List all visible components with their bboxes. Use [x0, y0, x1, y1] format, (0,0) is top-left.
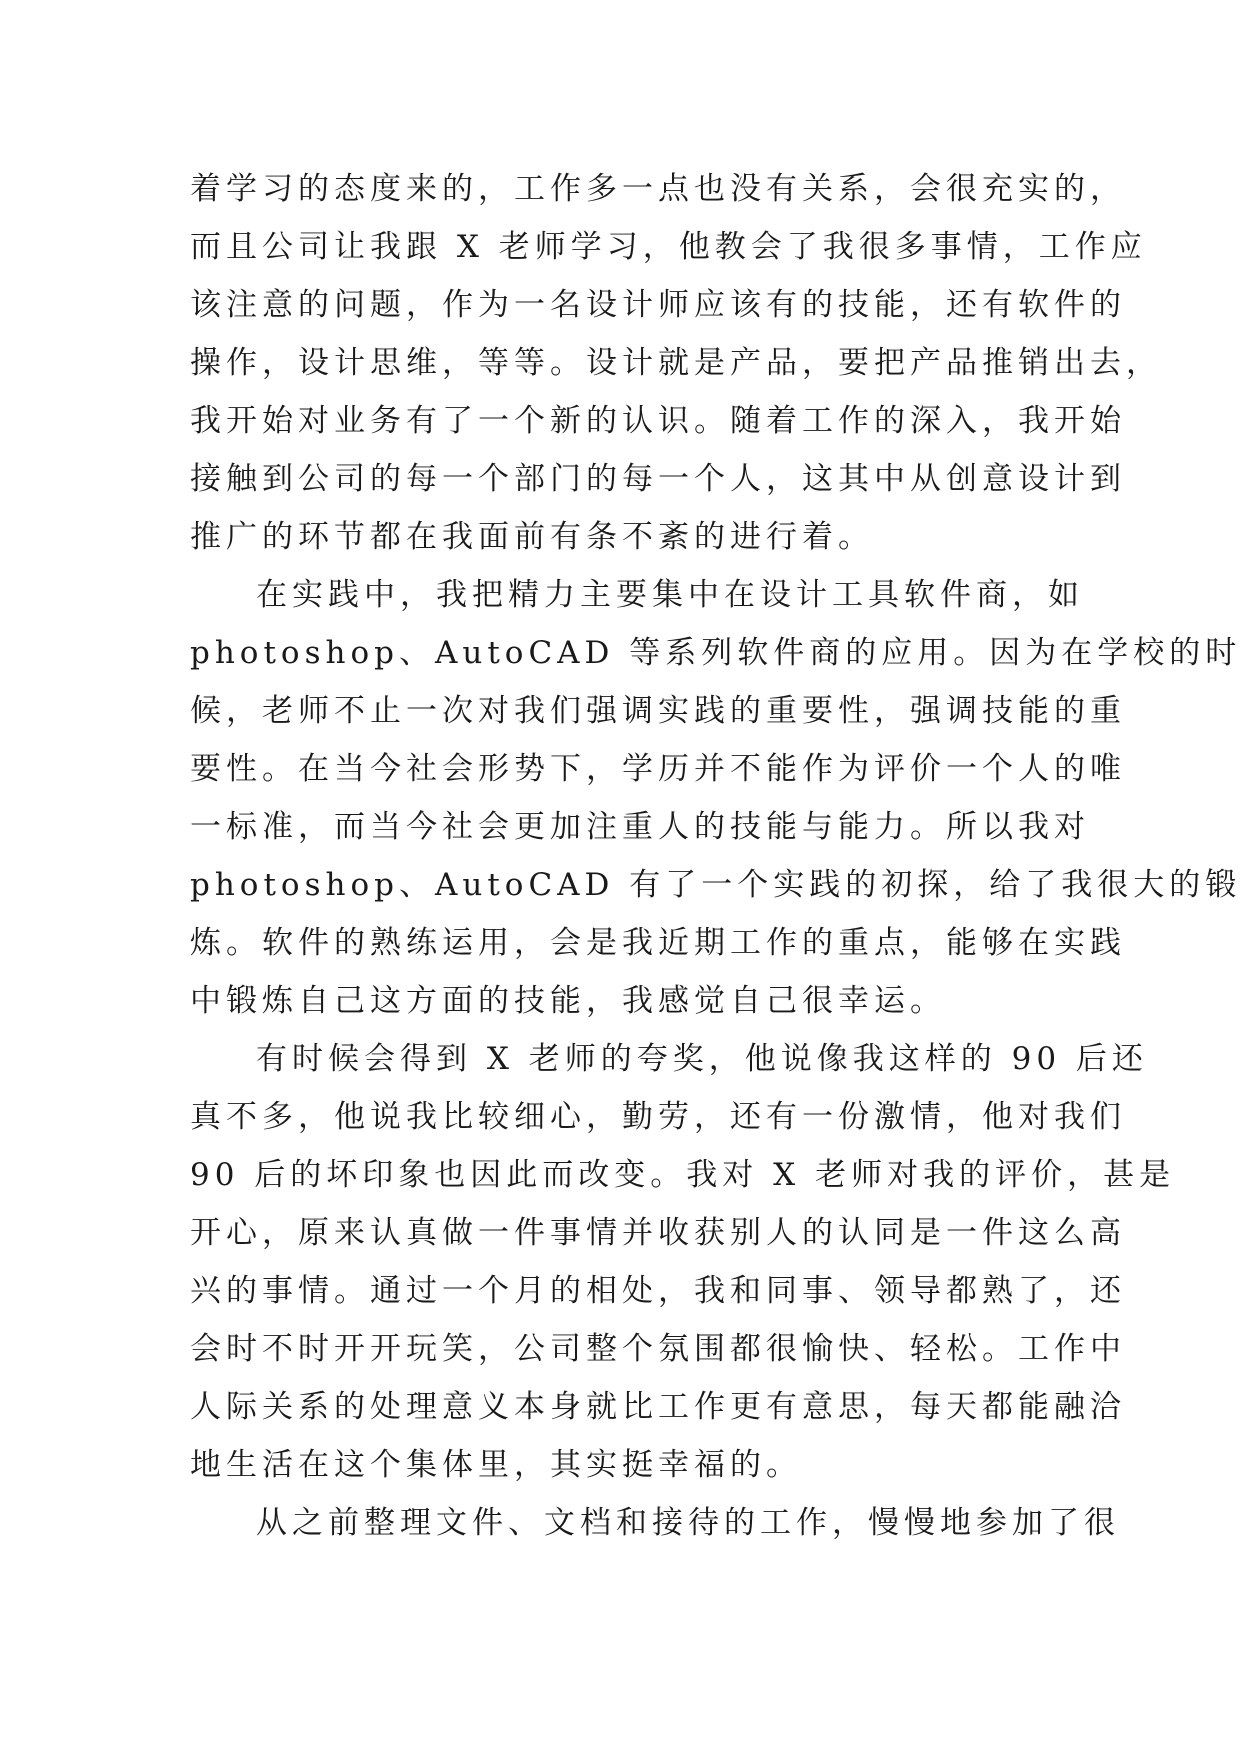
text-line: 从之前整理文件、文档和接待的工作，慢慢地参加了很 [256, 1505, 1120, 1541]
text-line: 90 后的坏印象也因此而改变。我对 X 老师对我的评价，甚是 [190, 1157, 1176, 1193]
text-line: 人际关系的处理意义本身就比工作更有意思，每天都能融洽 [190, 1389, 1126, 1425]
text-line: 而且公司让我跟 X 老师学习，他教会了我很多事情，工作应 [190, 229, 1147, 265]
text-line: 兴的事情。通过一个月的相处，我和同事、领导都熟了，还 [190, 1273, 1126, 1309]
text-line: 炼。软件的熟练运用，会是我近期工作的重点，能够在实践 [190, 925, 1126, 961]
text-line: 在实践中，我把精力主要集中在设计工具软件商，如 [256, 577, 1084, 613]
text-line: 地生活在这个集体里，其实挺幸福的。 [190, 1447, 802, 1483]
text-line: 一标准，而当今社会更加注重人的技能与能力。所以我对 [190, 809, 1090, 845]
text-line: 会时不时开开玩笑，公司整个氛围都很愉快、轻松。工作中 [190, 1331, 1126, 1367]
text-line: 该注意的问题，作为一名设计师应该有的技能，还有软件的 [190, 287, 1126, 323]
text-line: 要性。在当今社会形势下，学历并不能作为评价一个人的唯 [190, 751, 1126, 787]
text-line: 真不多，他说我比较细心，勤劳，还有一份激情，他对我们 [190, 1099, 1126, 1135]
text-line: 候，老师不止一次对我们强调实践的重要性，强调技能的重 [190, 693, 1126, 729]
body-text [190, 160, 1241, 1552]
text-line: 开心，原来认真做一件事情并收获别人的认同是一件这么高 [190, 1215, 1126, 1251]
text-line: 接触到公司的每一个部门的每一个人，这其中从创意设计到 [190, 461, 1126, 497]
text-line: 中锻炼自己这方面的技能，我感觉自己很幸运。 [190, 983, 946, 1019]
text-line: photoshop、AutoCAD 等系列软件商的应用。因为在学校的时 [190, 635, 1241, 671]
text-line: 我开始对业务有了一个新的认识。随着工作的深入，我开始 [190, 403, 1126, 439]
text-line: 操作，设计思维，等等。设计就是产品，要把产品推销出去， [190, 345, 1162, 381]
text-line: 推广的环节都在我面前有条不紊的进行着。 [190, 519, 874, 555]
text-line: photoshop、AutoCAD 有了一个实践的初探，给了我很大的锻 [190, 867, 1241, 903]
text-line: 有时候会得到 X 老师的夸奖，他说像我这样的 90 后还 [256, 1041, 1148, 1077]
text-line: 着学习的态度来的，工作多一点也没有关系，会很充实的， [190, 171, 1126, 207]
